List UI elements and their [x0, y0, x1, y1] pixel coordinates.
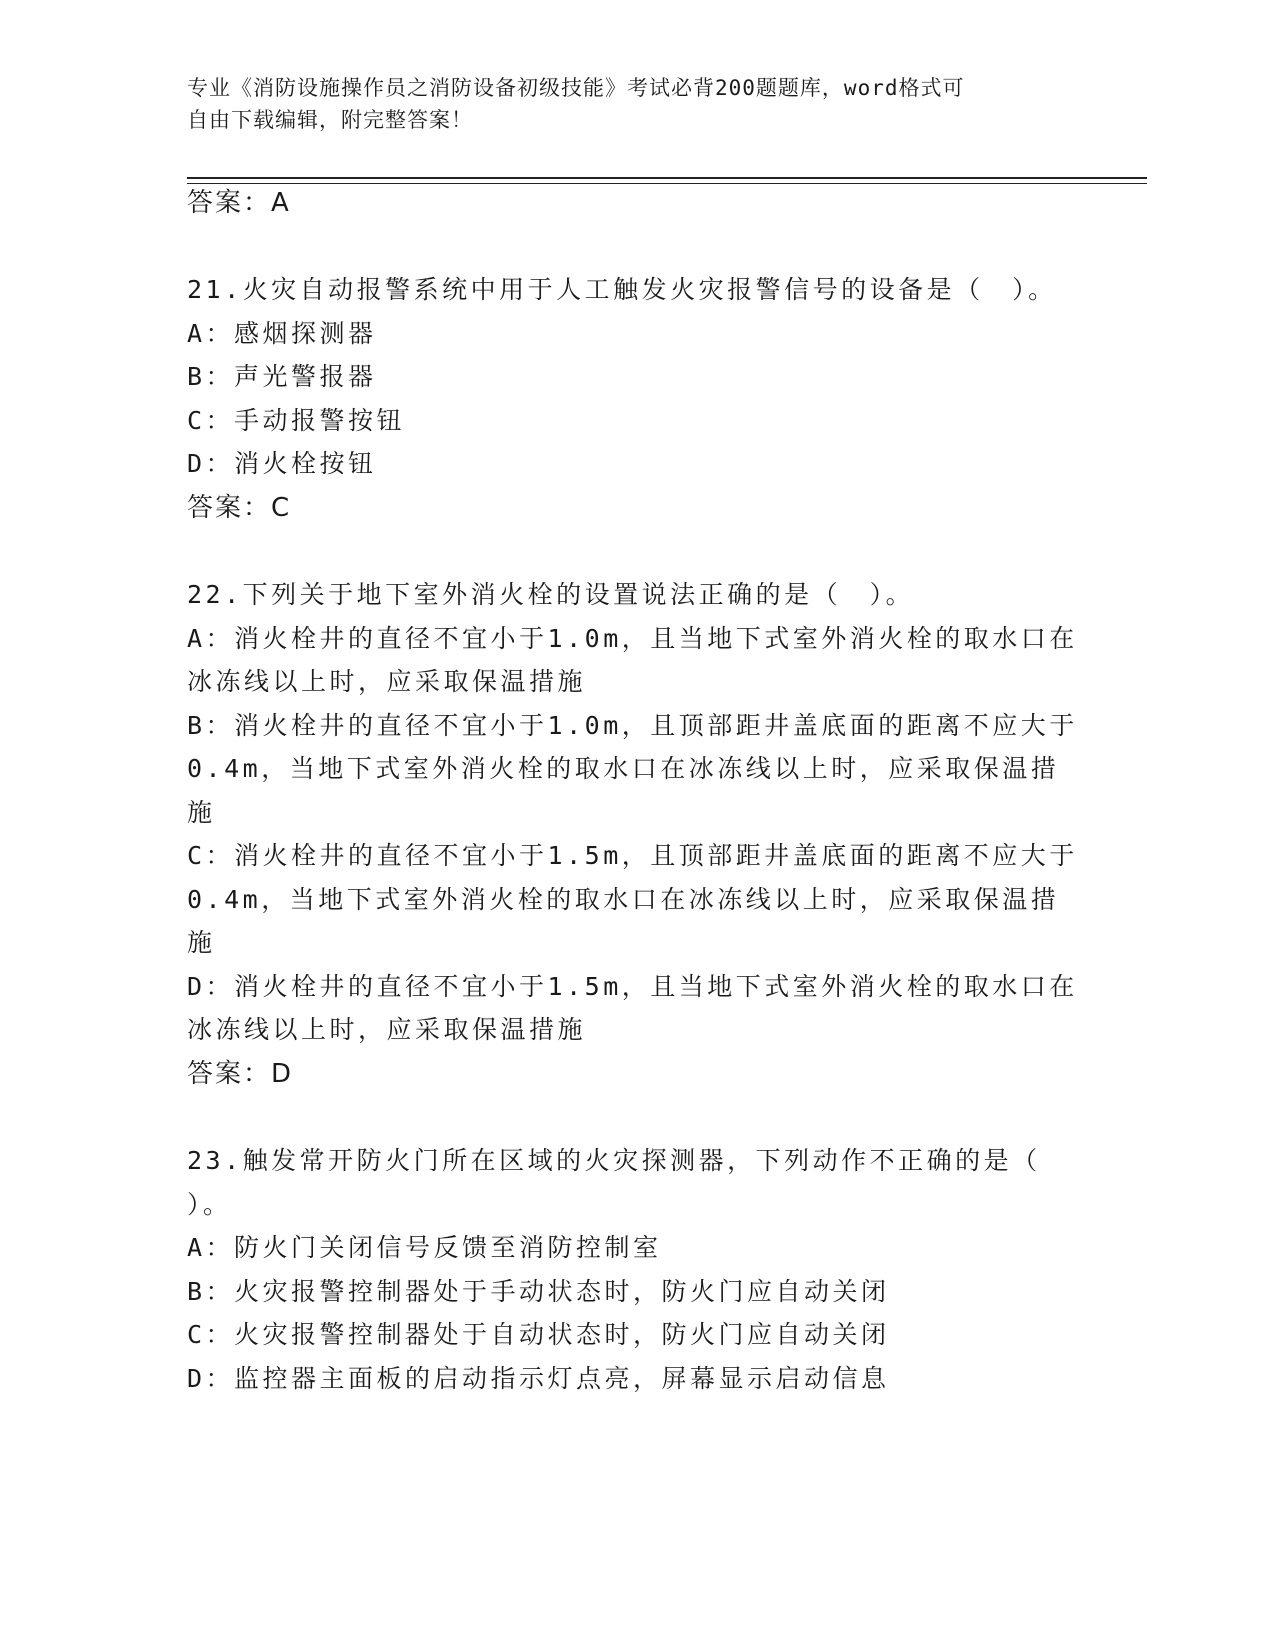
- question-22-option-c-line-3: 施: [187, 928, 216, 957]
- question-22-option-b-line-2: 0.4m，当地下式室外消火栓的取水口在冰冻线以上时，应采取保温措: [187, 754, 1060, 783]
- question-22-option-a-line-1: A：消火栓井的直径不宜小于1.0m，且当地下式室外消火栓的取水口在: [187, 624, 1078, 653]
- question-23-option-b: B：火灾报警控制器处于手动状态时，防火门应自动关闭: [187, 1277, 890, 1306]
- document-header: [187, 72, 1067, 136]
- question-21-option-a: A：感烟探测器: [187, 319, 377, 348]
- question-22-stem: 22.下列关于地下室外消火栓的设置说法正确的是（ ）。: [187, 580, 915, 609]
- header-divider-thin: [187, 183, 1147, 184]
- question-21-option-c: C：手动报警按钮: [187, 406, 406, 435]
- question-23-option-a: A：防火门关闭信号反馈至消防控制室: [187, 1233, 662, 1262]
- question-22-option-d-line-2: 冰冻线以上时，应采取保温措施: [187, 1015, 587, 1044]
- header-line-2: 自由下载编辑，附完整答案！: [187, 108, 473, 132]
- header-divider-thick: [187, 177, 1147, 179]
- question-22-option-b-line-1: B：消火栓井的直径不宜小于1.0m，且顶部距井盖底面的距离不应大于: [187, 711, 1078, 740]
- question-22-option-c-line-1: C：消火栓井的直径不宜小于1.5m，且顶部距井盖底面的距离不应大于: [187, 841, 1078, 870]
- question-21-option-d: D：消火栓按钮: [187, 449, 377, 478]
- question-22-answer: 答案：D: [187, 1059, 294, 1089]
- question-23-stem-line-2: ）。: [187, 1190, 232, 1219]
- question-23-option-d: D：监控器主面板的启动指示灯点亮，屏幕显示启动信息: [187, 1364, 890, 1393]
- question-22-option-d-line-1: D：消火栓井的直径不宜小于1.5m，且当地下式室外消火栓的取水口在: [187, 972, 1078, 1001]
- question-21-answer: 答案：C: [187, 493, 292, 523]
- question-21-stem: 21.火灾自动报警系统中用于人工触发火灾报警信号的设备是（ ）。: [187, 275, 1057, 304]
- question-22-option-c-line-2: 0.4m，当地下式室外消火栓的取水口在冰冻线以上时，应采取保温措: [187, 885, 1060, 914]
- header-line-1: 专业《消防设施操作员之消防设备初级技能》考试必背200题题库，word格式可: [187, 76, 965, 100]
- question-22-option-b-line-3: 施: [187, 798, 216, 827]
- question-21-option-b: B：声光警报器: [187, 362, 377, 391]
- question-23-stem-line-1: 23.触发常开防火门所在区域的火灾探测器，下列动作不正确的是（: [187, 1146, 1041, 1175]
- question-23-option-c: C：火灾报警控制器处于自动状态时，防火门应自动关闭: [187, 1320, 890, 1349]
- previous-answer: 答案：A: [187, 188, 291, 218]
- question-22-option-a-line-2: 冰冻线以上时，应采取保温措施: [187, 667, 587, 696]
